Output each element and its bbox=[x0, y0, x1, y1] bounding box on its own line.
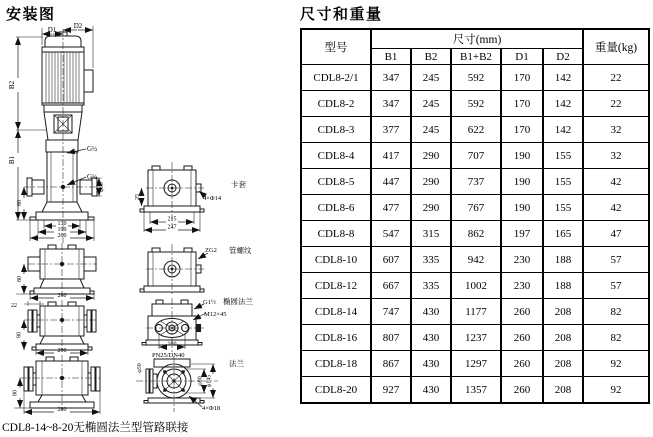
value-cell: 260 bbox=[501, 325, 543, 351]
suction-discharge-ports bbox=[24, 173, 105, 196]
dim-phi145-label: φ145 bbox=[206, 374, 213, 388]
dim-260-v2-label: 260 bbox=[57, 293, 67, 299]
value-cell: 92 bbox=[583, 351, 649, 377]
value-cell: 290 bbox=[411, 143, 451, 169]
dim-200-label: 200 bbox=[57, 348, 67, 354]
dim-80-v2-label: 80 bbox=[17, 276, 23, 282]
value-cell: 377 bbox=[371, 117, 411, 143]
bolt-holes-14-label: 4×Φ14 bbox=[203, 195, 222, 202]
value-cell: 245 bbox=[411, 117, 451, 143]
dimension-d1-d2 bbox=[42, 22, 93, 68]
model-cell: CDL8-8 bbox=[301, 221, 371, 247]
value-cell: 32 bbox=[583, 143, 649, 169]
value-cell: 190 bbox=[501, 195, 543, 221]
model-cell: CDL8-10 bbox=[301, 247, 371, 273]
dim-phi60-label: φ60 bbox=[99, 182, 105, 192]
value-cell: 1297 bbox=[451, 351, 501, 377]
dim-d2-label: D2 bbox=[73, 22, 83, 30]
g-half-mid-label: G½ bbox=[87, 173, 98, 181]
g1half-label: G1½ bbox=[203, 299, 216, 306]
weight-column-header: 重量(kg) bbox=[583, 29, 649, 65]
model-cell: CDL8-12 bbox=[301, 273, 371, 299]
dimension-b2 bbox=[8, 37, 46, 130]
value-cell: 197 bbox=[501, 221, 543, 247]
g-half-top-label: G½ bbox=[87, 145, 98, 153]
value-cell: 22 bbox=[583, 91, 649, 117]
value-cell: 57 bbox=[583, 273, 649, 299]
value-cell: 155 bbox=[543, 195, 583, 221]
dimensions-table bbox=[300, 28, 650, 404]
value-cell: 430 bbox=[411, 325, 451, 351]
value-cell: 190 bbox=[501, 169, 543, 195]
value-cell: 230 bbox=[501, 273, 543, 299]
value-cell: 208 bbox=[543, 299, 583, 325]
value-cell: 290 bbox=[411, 169, 451, 195]
dim-215-label: 215 bbox=[167, 216, 177, 223]
pipe-thread-label: 管螺纹 bbox=[229, 246, 252, 255]
model-cell: CDL8-20 bbox=[301, 377, 371, 404]
value-cell: 747 bbox=[371, 299, 411, 325]
value-cell: 430 bbox=[411, 299, 451, 325]
value-cell: 230 bbox=[501, 247, 543, 273]
value-cell: 142 bbox=[543, 91, 583, 117]
dim-280-label: 280 bbox=[57, 407, 67, 413]
fitting-flange-view bbox=[136, 356, 244, 412]
value-cell: 862 bbox=[451, 221, 501, 247]
table-row bbox=[301, 221, 649, 247]
dim-b1-label: B1 bbox=[8, 155, 16, 165]
table-row bbox=[301, 299, 649, 325]
table-row bbox=[301, 117, 649, 143]
value-cell: 807 bbox=[371, 325, 411, 351]
value-cell: 245 bbox=[411, 65, 451, 91]
dim-80-v3-label: 80 bbox=[16, 332, 23, 338]
value-cell: 142 bbox=[543, 117, 583, 143]
model-cell: CDL8-16 bbox=[301, 325, 371, 351]
dim-d1-label: D1 bbox=[47, 26, 57, 34]
value-cell: 347 bbox=[371, 91, 411, 117]
value-cell: 57 bbox=[583, 247, 649, 273]
dim-130-label: 130 bbox=[57, 221, 67, 227]
bolt-holes-18-label: 4×Φ18 bbox=[202, 405, 221, 412]
dim-col-header: D1 bbox=[501, 49, 543, 65]
table-row bbox=[301, 273, 649, 299]
model-cell: CDL8-14 bbox=[301, 299, 371, 325]
table-row bbox=[301, 351, 649, 377]
value-cell: 82 bbox=[583, 299, 649, 325]
value-cell: 592 bbox=[451, 65, 501, 91]
value-cell: 927 bbox=[371, 377, 411, 404]
dim-260-label: 260 bbox=[57, 233, 67, 239]
table-row bbox=[301, 169, 649, 195]
model-cell: CDL8-6 bbox=[301, 195, 371, 221]
value-cell: 170 bbox=[501, 91, 543, 117]
model-cell: CDL8-3 bbox=[301, 117, 371, 143]
dim-22-label: 22 bbox=[11, 303, 17, 309]
value-cell: 430 bbox=[411, 377, 451, 404]
model-cell: CDL8-4 bbox=[301, 143, 371, 169]
pump-head-and-body bbox=[46, 140, 97, 202]
value-cell: 155 bbox=[543, 143, 583, 169]
value-cell: 82 bbox=[583, 325, 649, 351]
value-cell: 607 bbox=[371, 247, 411, 273]
model-cell: CDL8-18 bbox=[301, 351, 371, 377]
value-cell: 190 bbox=[501, 143, 543, 169]
value-cell: 208 bbox=[543, 377, 583, 404]
dim-col-header: D2 bbox=[543, 49, 583, 65]
value-cell: 867 bbox=[371, 351, 411, 377]
value-cell: 767 bbox=[451, 195, 501, 221]
value-cell: 1357 bbox=[451, 377, 501, 404]
table-row bbox=[301, 377, 649, 404]
value-cell: 335 bbox=[411, 247, 451, 273]
table-row bbox=[301, 65, 649, 91]
base-view-flanged bbox=[11, 300, 98, 355]
value-cell: 477 bbox=[371, 195, 411, 221]
model-cell: CDL8-5 bbox=[301, 169, 371, 195]
value-cell: 667 bbox=[371, 273, 411, 299]
value-cell: 208 bbox=[543, 351, 583, 377]
dim-col-header: B2 bbox=[411, 49, 451, 65]
fitting-sleeve-view bbox=[135, 162, 246, 232]
value-cell: 188 bbox=[543, 273, 583, 299]
value-cell: 32 bbox=[583, 117, 649, 143]
table-row bbox=[301, 325, 649, 351]
value-cell: 260 bbox=[501, 377, 543, 404]
dim-phi50-label: φ50 bbox=[137, 363, 143, 373]
value-cell: 417 bbox=[371, 143, 411, 169]
value-cell: 22 bbox=[583, 65, 649, 91]
dim-col-header: B1+B2 bbox=[451, 49, 501, 65]
dim-25-label: 25 bbox=[135, 194, 141, 200]
value-cell: 335 bbox=[411, 273, 451, 299]
dim-phi80-label: φ80 bbox=[197, 376, 204, 386]
dimensions-title: 尺寸和重量 bbox=[300, 6, 383, 23]
installation-diagram bbox=[0, 0, 295, 437]
dim-199-label: 199 bbox=[57, 227, 67, 233]
value-cell: 42 bbox=[583, 169, 649, 195]
value-cell: 208 bbox=[543, 325, 583, 351]
fitting-thread-view bbox=[140, 244, 252, 296]
pn25-dn40-label: PN25/DN40 bbox=[152, 352, 185, 359]
value-cell: 1237 bbox=[451, 325, 501, 351]
dim-100-label: 100 bbox=[167, 341, 177, 348]
value-cell: 347 bbox=[371, 65, 411, 91]
value-cell: 592 bbox=[451, 91, 501, 117]
base-view-thread bbox=[16, 243, 96, 300]
value-cell: 245 bbox=[411, 91, 451, 117]
value-cell: 170 bbox=[501, 117, 543, 143]
value-cell: 315 bbox=[411, 221, 451, 247]
value-cell: 737 bbox=[451, 169, 501, 195]
motor bbox=[42, 32, 93, 105]
value-cell: 547 bbox=[371, 221, 411, 247]
dim-80-main-label: 80 bbox=[17, 200, 23, 206]
value-cell: 942 bbox=[451, 247, 501, 273]
zg2-label: ZG2 bbox=[205, 247, 217, 254]
value-cell: 92 bbox=[583, 377, 649, 404]
value-cell: 1002 bbox=[451, 273, 501, 299]
dimensions-group-header: 尺寸(mm) bbox=[371, 29, 583, 49]
pump-base bbox=[17, 187, 94, 241]
value-cell: 260 bbox=[501, 299, 543, 325]
dim-247-label: 247 bbox=[167, 224, 177, 231]
flange-label: 法兰 bbox=[229, 359, 244, 368]
value-cell: 188 bbox=[543, 247, 583, 273]
value-cell: 260 bbox=[501, 351, 543, 377]
m12x45-label: M12×45 bbox=[204, 311, 227, 318]
base-view-large-flanged bbox=[13, 355, 101, 414]
dim-col-header: B1 bbox=[371, 49, 411, 65]
dim-80-v4-label: 80 bbox=[12, 390, 19, 396]
value-cell: 447 bbox=[371, 169, 411, 195]
value-cell: 42 bbox=[583, 195, 649, 221]
value-cell: 1177 bbox=[451, 299, 501, 325]
table-row bbox=[301, 91, 649, 117]
fitting-sleeve-label: 卡套 bbox=[231, 180, 246, 189]
value-cell: 142 bbox=[543, 65, 583, 91]
table-row bbox=[301, 195, 649, 221]
oval-flange-label: 椭圆法兰 bbox=[223, 297, 253, 306]
value-cell: 165 bbox=[543, 221, 583, 247]
value-cell: 622 bbox=[451, 117, 501, 143]
pipe-connection-note: CDL8-14~8-20无椭圆法兰型管路联接 bbox=[2, 422, 189, 434]
model-column-header: 型号 bbox=[301, 29, 371, 65]
dim-b2-label: B2 bbox=[8, 80, 16, 90]
installation-title: 安装图 bbox=[6, 6, 56, 23]
value-cell: 707 bbox=[451, 143, 501, 169]
value-cell: 47 bbox=[583, 221, 649, 247]
model-cell: CDL8-2 bbox=[301, 91, 371, 117]
value-cell: 290 bbox=[411, 195, 451, 221]
value-cell: 155 bbox=[543, 169, 583, 195]
value-cell: 170 bbox=[501, 65, 543, 91]
model-cell: CDL8-2/1 bbox=[301, 65, 371, 91]
table-row bbox=[301, 143, 649, 169]
value-cell: 430 bbox=[411, 351, 451, 377]
fitting-oval-flange-view bbox=[142, 296, 253, 359]
table-row bbox=[301, 247, 649, 273]
